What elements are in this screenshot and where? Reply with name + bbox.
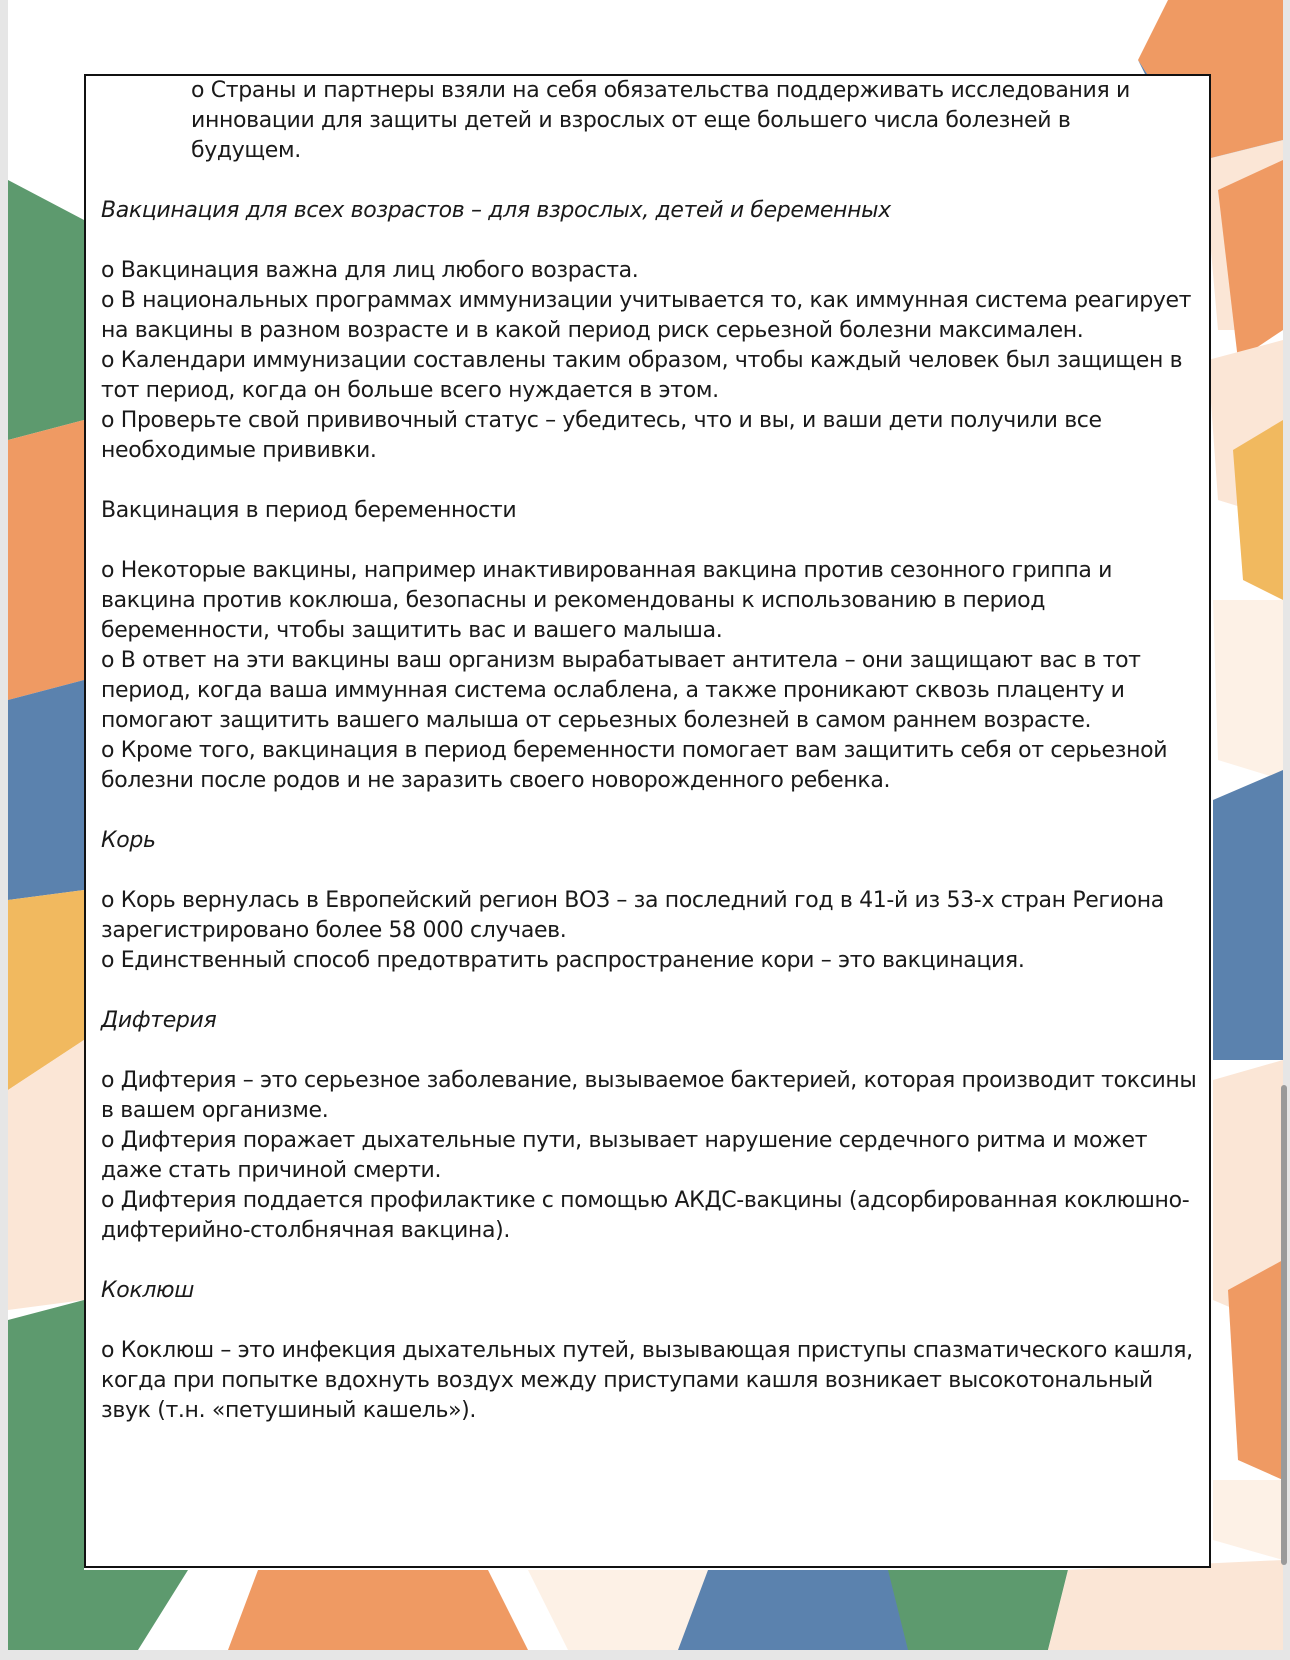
bg-shape-orange-bottom (228, 1570, 528, 1650)
list-item: o Дифтерия поражает дыхательные пути, вызывает нарушение сердечного ритма и может даже стать причиной смерти. (101, 1128, 1148, 1183)
list-item: o Календари иммунизации составлены таким образом, чтобы каждый человек был защищен в тот период, когда он больше всего нуждается в этом. (101, 348, 1183, 403)
bg-shape-blue-left (8, 680, 84, 900)
continuation-block (101, 76, 1201, 166)
bg-shape-orange-right-2 (1228, 1260, 1283, 1480)
list-item: o Коклюш – это инфекция дыхательных путей, вызывающая приступы спазматического кашля, когда при попытке вдохнуть воздух между приступами кашля возникает высокотональный звук (т.н. «петушиный кашель»). (101, 1338, 1193, 1423)
list-item: o Некоторые вакцины, например инактивированная вакцина против сезонного гриппа и вакцина против коклюша, безопасны и рекомендованы к использованию в период беременности, чтобы защитить вас и вашего малыша. (101, 558, 1113, 643)
bg-shape-green-bottom-right (888, 1570, 1068, 1650)
list-item: o Единственный способ предотвратить распространение кори – это вакцинация. (101, 948, 1025, 973)
bg-shape-cream-right-2 (1213, 1480, 1283, 1560)
list-item: o Корь вернулась в Европейский регион ВОЗ – за последний год в 41-й из 53-х стран Региона зарегистрировано более 58 000 случаев. (101, 888, 1164, 943)
text-frame (84, 74, 1211, 1568)
list-item: o В ответ на эти вакцины ваш организм вырабатывает антитела – они защищают вас в тот период, когда ваша иммунная система ослаблена, а также проникают сквозь плаценту и помогают защитить вашего малыша от серьезных болезней в самом раннем возрасте. (101, 648, 1141, 733)
list-item: o Кроме того, вакцинация в период беременности помогает вам защитить себя от серьезной болезни после родов и не заразить своего новорожденного ребенка. (101, 738, 1168, 793)
bg-shape-yellow-right (1233, 420, 1283, 600)
section-heading-pregnancy: Вакцинация в период беременности (101, 498, 517, 523)
list-item: o Вакцинация важна для лиц любого возраста. (101, 258, 639, 283)
bg-shape-blue-right (1213, 770, 1283, 1060)
vertical-scrollbar[interactable] (1281, 1085, 1287, 1565)
document-page (8, 0, 1283, 1650)
list-item: o Проверьте свой прививочный статус – убедитесь, что и вы, и ваши дети получили все необходимые прививки. (101, 408, 1102, 463)
bg-shape-green-left-1 (8, 180, 84, 440)
bg-shape-orange-left-1 (8, 420, 84, 700)
list-item: o Дифтерия – это серьезное заболевание, вызываемое бактерией, которая производит токсины в вашем организме. (101, 1068, 1197, 1123)
section-heading-pertussis: Коклюш (101, 1278, 194, 1303)
bg-shape-green-left-2 (8, 1300, 84, 1600)
list-item: o Дифтерия поддается профилактике с помощью АКДС-вакцины (адсорбированная коклюшно-дифтерийно-столбнячная вакцина). (101, 1188, 1190, 1243)
bg-shape-peach-bottom-right (1048, 1560, 1283, 1650)
list-item: o В национальных программах иммунизации учитывается то, как иммунная система реагирует на вакцины в разном возрасте и в какой период риск серьезной болезни максимален. (101, 288, 1192, 343)
section-heading-all-ages: Вакцинация для всех возрастов – для взрослых, детей и беременных (101, 198, 891, 223)
section-heading-measles: Корь (101, 828, 156, 853)
bg-shape-cream-right (1213, 600, 1283, 780)
bg-shape-green-bottom-left (8, 1570, 188, 1650)
section-heading-diphtheria: Дифтерия (101, 1008, 217, 1033)
continuation-paragraph: o Страны и партнеры взяли на себя обязательства поддерживать исследования и инновации для защиты детей и взрослых от еще большего числа болезней в будущем. (191, 78, 1130, 163)
document-content (101, 76, 1201, 1426)
